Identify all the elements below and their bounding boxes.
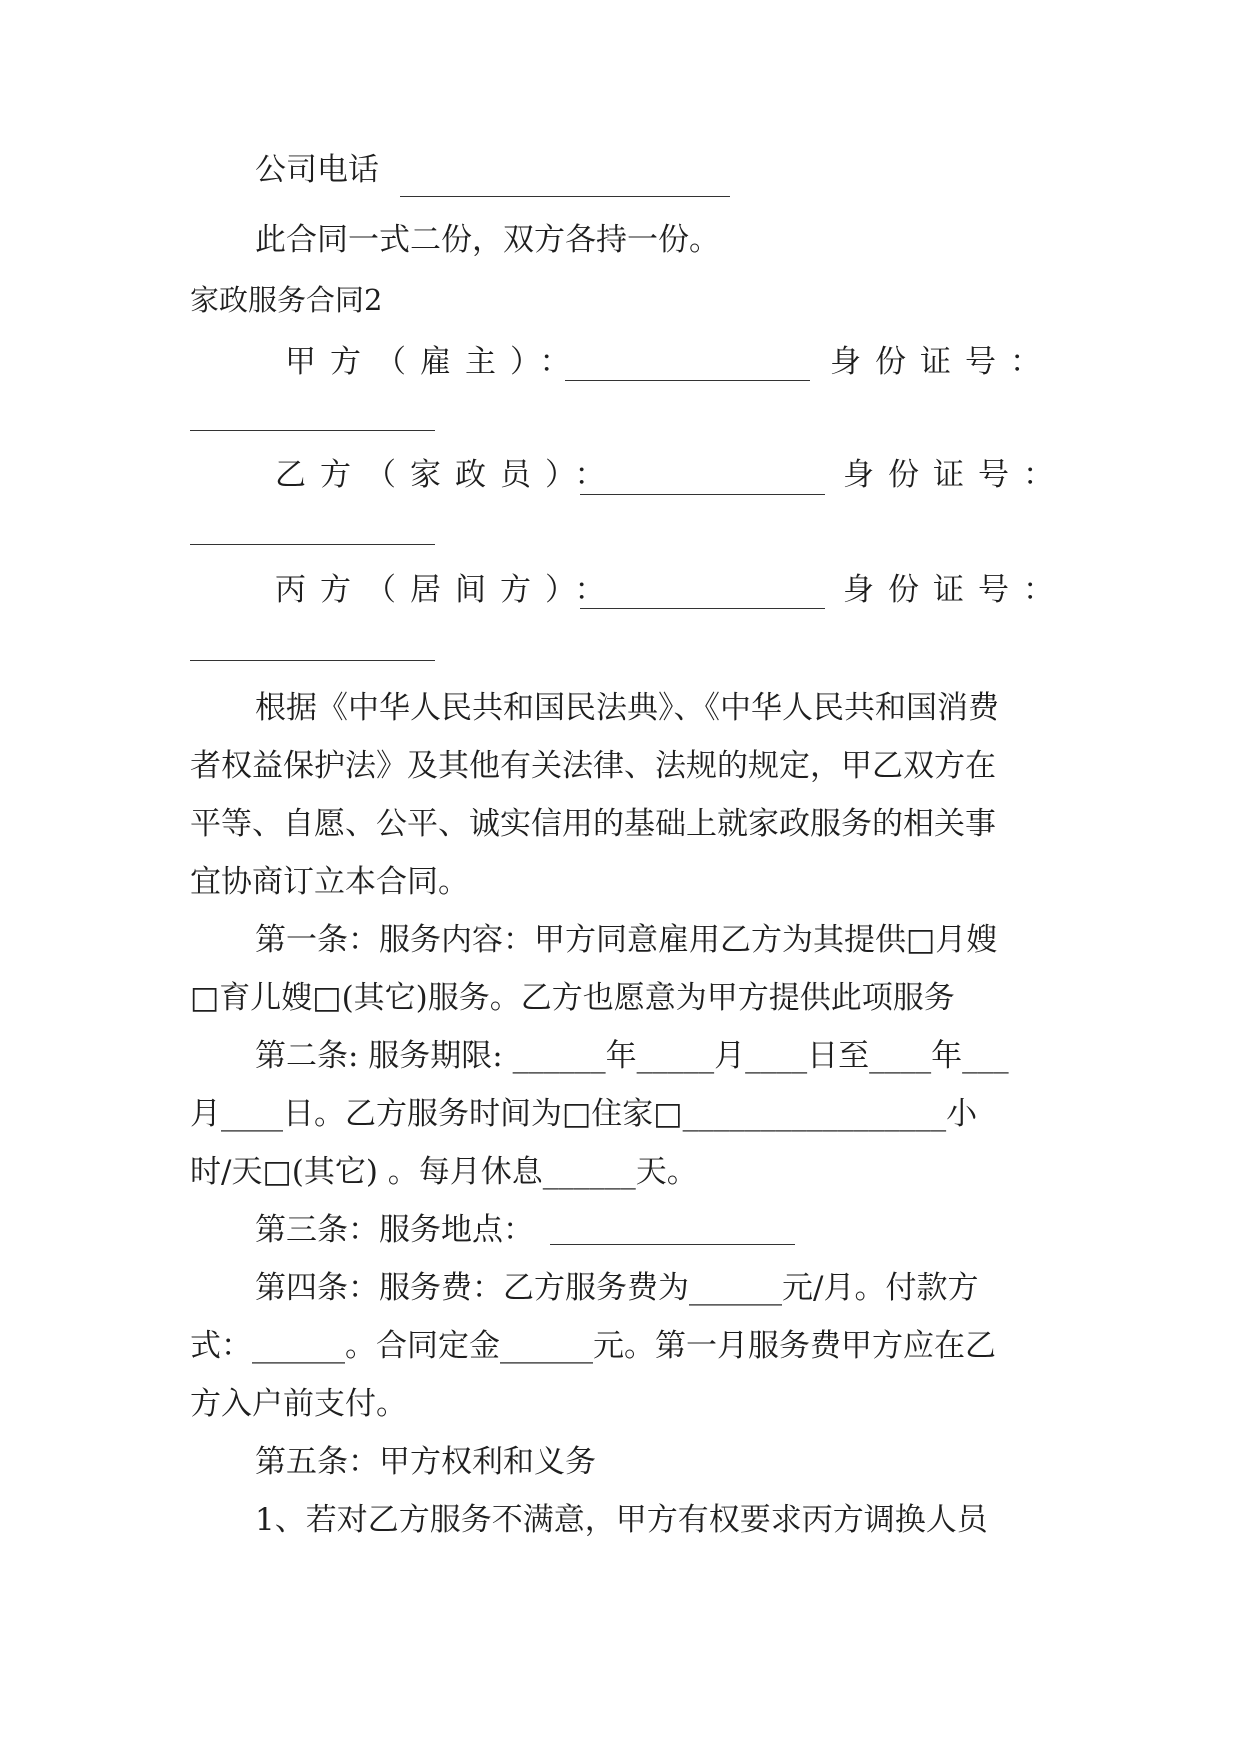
article-2-line-1: 第二条: 服务期限: ______年_____月____日至____年___ bbox=[255, 1038, 1009, 1074]
article-5-heading: 第五条：甲方权利和义务 bbox=[255, 1444, 596, 1480]
article-1-line-1: 第一条：服务内容：甲方同意雇用乙方为其提供□月嫂 bbox=[255, 922, 998, 958]
party-c-id-blank bbox=[190, 660, 435, 661]
party-a-blank bbox=[565, 380, 810, 381]
article-3-blank bbox=[550, 1244, 795, 1245]
party-c-label: 丙方（居间方）： bbox=[275, 572, 620, 608]
article-2-line-3: 时/天□(其它) 。每月休息______天。 bbox=[190, 1154, 698, 1190]
article-2-line-2: 月____日。乙方服务时间为□住家□_________________小 bbox=[190, 1096, 978, 1132]
company-phone-text: 公司电话 bbox=[255, 152, 379, 188]
article-5-item-1: 1、若对乙方服务不满意，甲方有权要求丙方调换人员 bbox=[255, 1502, 988, 1538]
article-4-line-2: 式：______。合同定金______元。第一月服务费甲方应在乙 bbox=[190, 1328, 996, 1364]
company-phone-label bbox=[255, 150, 379, 190]
company-phone-blank bbox=[400, 196, 730, 197]
article-3-label: 第三条：服务地点： bbox=[255, 1212, 534, 1248]
preamble-line-2: 者权益保护法》及其他有关法律、法规的规定，甲乙双方在 bbox=[190, 748, 996, 784]
party-b-blank bbox=[580, 494, 825, 495]
party-b-id-blank bbox=[190, 544, 435, 545]
preamble-line-4: 宜协商订立本合同。 bbox=[190, 864, 469, 900]
party-a-id-label: 身份证号： bbox=[830, 344, 1055, 380]
party-b-label: 乙方（家政员）： bbox=[275, 457, 620, 493]
copies-statement: 此合同一式二份，双方各持一份。 bbox=[255, 222, 720, 258]
contract-title: 家政服务合同2 bbox=[190, 283, 383, 317]
article-1-line-2: □育儿嫂□(其它)服务。乙方也愿意为甲方提供此项服务 bbox=[190, 980, 955, 1016]
party-a-id-blank bbox=[190, 430, 435, 431]
preamble-line-3: 平等、自愿、公平、诚实信用的基础上就家政服务的相关事 bbox=[190, 806, 996, 842]
party-c-id-label: 身份证号： bbox=[843, 572, 1068, 608]
party-c-blank bbox=[580, 608, 825, 609]
article-4-line-3: 方入户前支付。 bbox=[190, 1386, 407, 1422]
article-4-line-1: 第四条：服务费：乙方服务费为______元/月。付款方 bbox=[255, 1270, 979, 1306]
party-b-id-label: 身份证号： bbox=[843, 457, 1068, 493]
party-a-label: 甲方（雇主）： bbox=[285, 344, 585, 380]
preamble-line-1: 根据《中华人民共和国民法典》、《中华人民共和国消费 bbox=[255, 690, 999, 726]
